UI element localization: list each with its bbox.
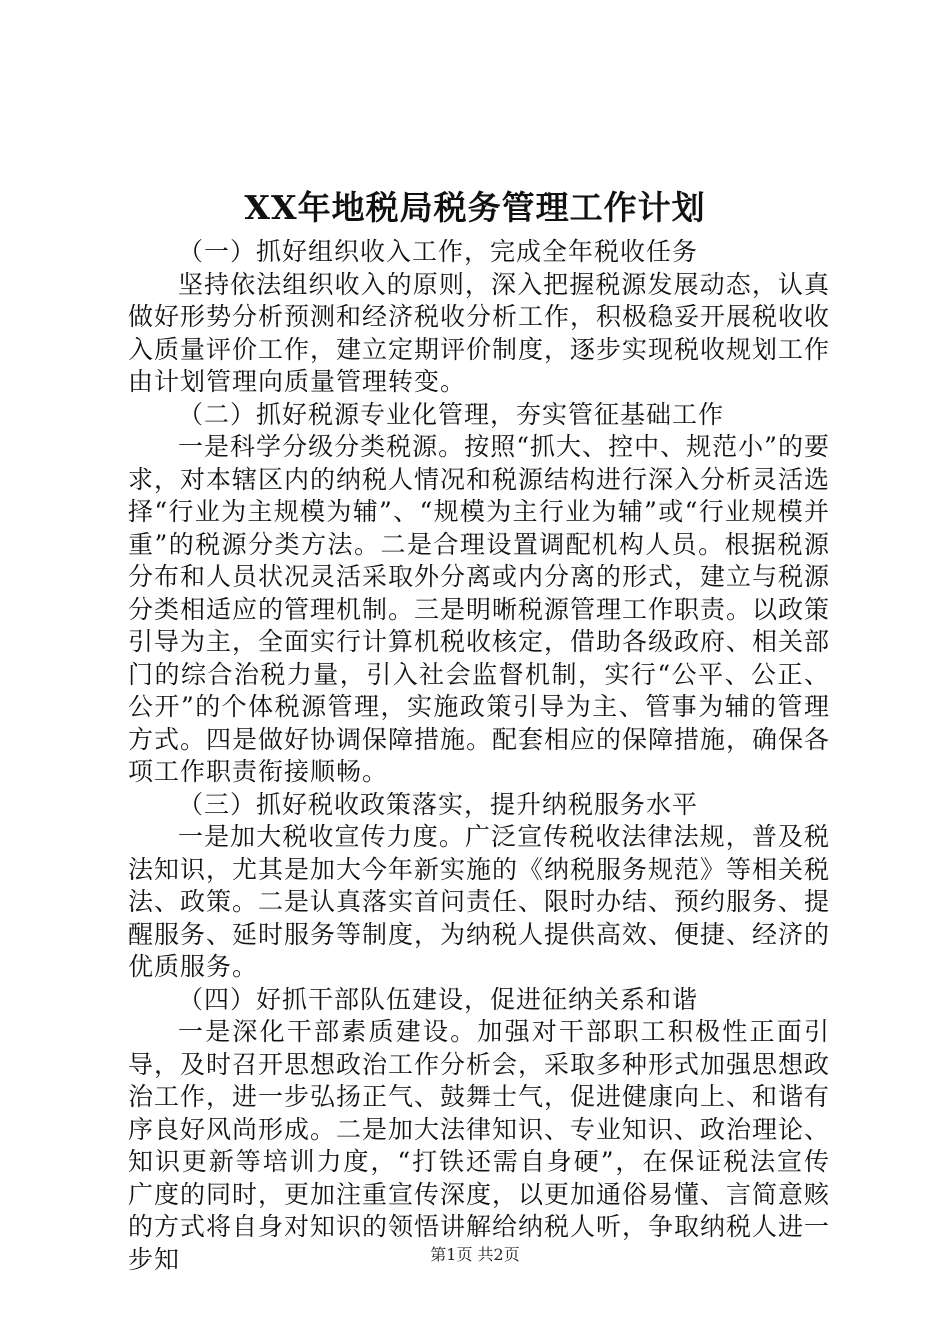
document-body — [128, 236, 830, 1276]
section-heading-3: （三）抓好税收政策落实，提升纳税服务水平 — [178, 789, 699, 819]
section-heading-4: （四）好抓干部队伍建设，促进征纳关系和谐 — [178, 984, 699, 1014]
body-paragraph-4: 一是深化干部素质建设。加强对干部职工积极性正面引导，及时召开思想政治工作分析会，采取多种形式加强思想政治工作，进一步弘扬正气、鼓舞士气，促进健康向上、和谐有序良好风尚形成。二是加大法律知识、专业知识、政治理论、知识更新等培训力度，“打铁还需自身硬”，在保证税法宣传广度的同时，更加注重宣传深度，以更加通俗易懂、言简意赅的方式将自身对知识的领悟讲解给纳税人听，争取纳税人进一步知 — [128, 1017, 831, 1274]
document-title: XX年地税局税务管理工作计划 — [244, 188, 706, 227]
section-heading-1: （一）抓好组织收入工作，完成全年税收任务 — [178, 237, 699, 266]
body-paragraph-3: 一是加大税收宣传力度。广泛宣传税收法律法规，普及税法知识，尤其是加大今年新实施的《纳税服务规范》等相关税法、政策。二是认真落实首问责任、限时办结、预约服务、提醒服务、延时服务等制度，为纳税人提供高效、便捷、经济的优质服务。 — [128, 822, 831, 981]
page-number-footer: 第1页 共2页 — [430, 1245, 520, 1264]
body-paragraph-2: 一是科学分级分类税源。按照“抓大、控中、规范小”的要求，对本辖区内的纳税人情况和税源结构进行深入分析灵活选择“行业为主规模为辅”、“规模为主行业为辅”或“行业规模并重”的税源分类方法。二是合理设置调配机构人员。根据税源分布和人员状况灵活采取外分离或内分离的形式，建立与税源分类相适应的管理机制。三是明晰税源管理工作职责。以政策引导为主，全面实行计算机税收核定，借助各级政府、相关部门的综合治税力量，引入社会监督机制，实行“公平、公正、公开”的个体税源管理，实施政策引导为主、管事为辅的管理方式。四是做好协调保障措施。配套相应的保障措施，确保各项工作职责衔接顺畅。 — [128, 432, 831, 786]
section-heading-2: （二）抓好税源专业化管理，夯实管征基础工作 — [178, 399, 725, 429]
body-paragraph-1: 坚持依法组织收入的原则，深入把握税源发展动态，认真做好形势分析预测和经济税收分析工作，积极稳妥开展税收收入质量评价工作，建立定期评价制度，逐步实现税收规划工作由计划管理向质量管理转变。 — [128, 269, 831, 396]
